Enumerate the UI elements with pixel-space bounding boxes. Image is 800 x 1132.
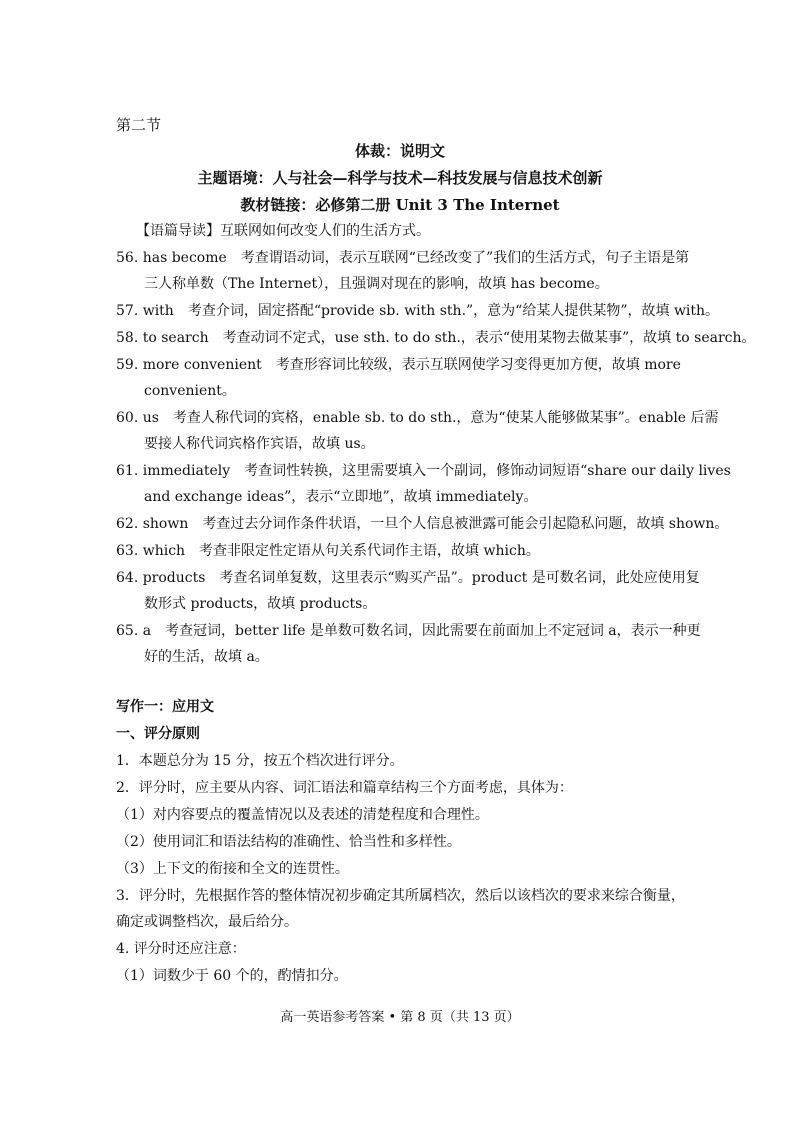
- rule-1: 1．本题总分为 15 分，按五个档次进行评分。: [116, 753, 404, 769]
- answer-61-line1: 61. immediately 考查词性转换，这里需要填入一个副词，修饰动词短语“share our daily lives: [116, 463, 731, 479]
- genre-heading: 体裁：说明文: [354, 142, 445, 160]
- answer-63: 63. which 考查非限定性定语从句关系代词作主语，故填 which。: [116, 543, 540, 559]
- answer-65-line2: 好的生活，故填 a。: [144, 649, 269, 665]
- page-footer: 高一英语参考答案 • 第 8 页（共 13 页）: [280, 1010, 520, 1025]
- answer-64-line1: 64. products 考查名词单复数，这里表示“购买产品”。product 是可数名词，此处应使用复: [116, 570, 700, 586]
- answer-64-line2: 数形式 products，故填 products。: [144, 596, 377, 612]
- rule-3-line2: 确定或调整档次，最后给分。: [116, 914, 298, 930]
- passage-guide: 【语篇导读】互联网如何改变人们的生活方式。: [136, 223, 430, 239]
- rule-4: 4. 评分时还应注意：: [116, 941, 246, 957]
- rule-3-line1: 3．评分时，先根据作答的整体情况初步确定其所属档次，然后以该档次的要求来综合衡量，: [116, 888, 685, 904]
- answer-61-line2: and exchange ideas”，表示“立即地”，故填 immediately。: [144, 489, 538, 505]
- answer-60-line2: 要接人称代词宾格作宾语，故填 us。: [144, 436, 375, 452]
- answer-59-line2: convenient。: [144, 383, 236, 399]
- writing-title: 写作一：应用文: [116, 699, 214, 715]
- textbook-heading: 教材链接：必修第二册 Unit 3 The Internet: [240, 196, 560, 214]
- rule-2: 2．评分时，应主要从内容、词汇语法和篇章结构三个方面考虑，具体为：: [116, 780, 573, 796]
- rule-2-3: （3）上下文的衔接和全文的连贯性。: [116, 861, 349, 877]
- section-label: 第二节: [116, 116, 162, 134]
- answer-56-line1: 56. has become 考查谓语动词，表示互联网“已经改变了”我们的生活方式，句子主语是第: [116, 250, 690, 266]
- answer-57: 57. with 考查介词，固定搭配“provide sb. with sth.”，意为“给某人提供某物”，故填 with。: [116, 303, 720, 319]
- rule-2-2: （2）使用词汇和语法结构的准确性、恰当性和多样性。: [116, 834, 461, 850]
- theme-heading: 主题语境：人与社会—科学与技术—科技发展与信息技术创新: [197, 169, 603, 187]
- rule-4-1: （1）词数少于 60 个的，酌情扣分。: [116, 968, 348, 984]
- answer-58: 58. to search 考查动词不定式，use sth. to do sth.，表示“使用某物去做某事”，故填 to search。: [116, 330, 756, 346]
- principles-title: 一、评分原则: [116, 726, 200, 742]
- answer-62: 62. shown 考查过去分词作条件状语，一旦个人信息被泄露可能会引起隐私问题，故填 shown。: [116, 516, 729, 532]
- answer-59-line1: 59. more convenient 考查形容词比较级，表示互联网使学习变得更加方便，故填 more: [116, 357, 681, 373]
- rule-2-1: （1）对内容要点的覆盖情况以及表述的清楚程度和合理性。: [116, 807, 489, 823]
- answer-60-line1: 60. us 考查人称代词的宾格，enable sb. to do sth.，意为“使某人能够做某事”。enable 后需: [116, 410, 719, 426]
- answer-65-line1: 65. a 考查冠词，better life 是单数可数名词，因此需要在前面加上不定冠词 a，表示一种更: [116, 623, 701, 639]
- answer-56-line2: 三人称单数（The Internet），且强调对现在的影响，故填 has become。: [144, 276, 609, 292]
